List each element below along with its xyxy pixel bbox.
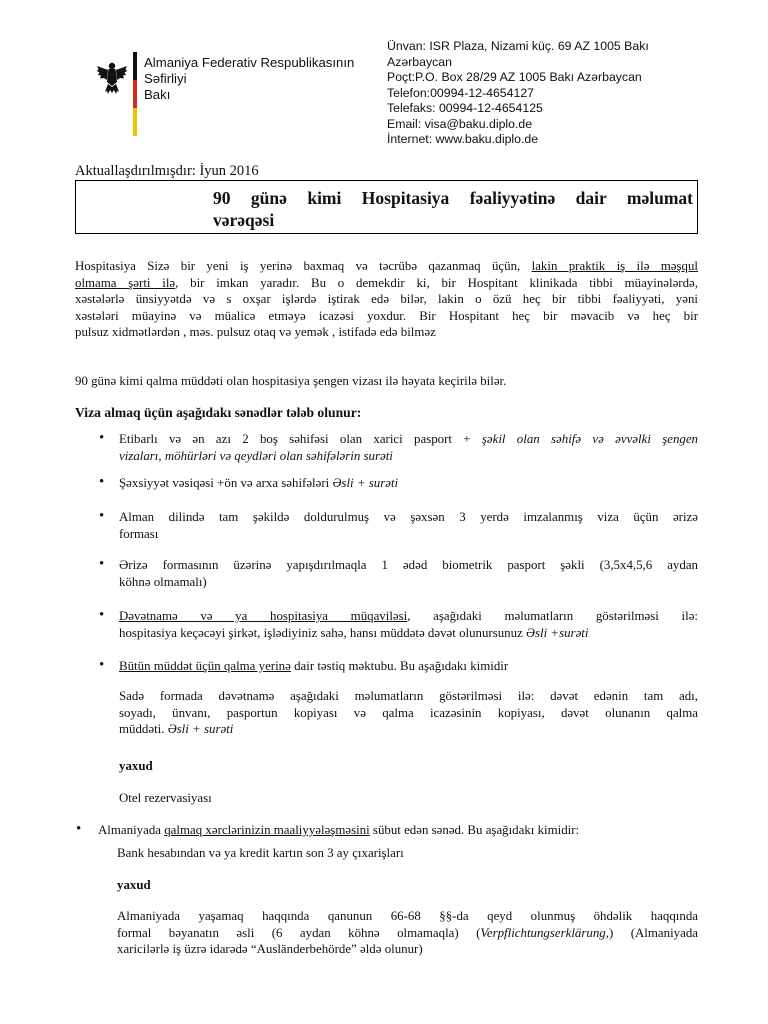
- intro-line: Hospitasiya Sizə bir yeni iş yerinə baxmaq və təcrübə qazanmaq üçün, lakin praktik iş ilə məşqul: [75, 259, 698, 273]
- title-line: 90 günə kimi Hospitasiya fəaliyyətinə dair məlumat: [213, 188, 693, 208]
- bullet: •: [76, 821, 82, 837]
- list-item-passport: Etibarlı və ən azı 2 boş səhifəsi olan xarici pasport + şəkil olan səhifə və əvvəlki şengen vizaları, möhürləri və qeydləri olan səhifələrin surəti: [119, 432, 698, 463]
- bank-statement: Bank hesabından və ya kredit kartın son 3 ay çıxarişları: [117, 846, 404, 860]
- bullet: •: [99, 607, 105, 623]
- bullet: •: [99, 508, 105, 524]
- or-label: yaxud: [117, 878, 151, 892]
- address-block: [387, 39, 707, 148]
- bullet: •: [99, 430, 105, 446]
- bullet: •: [99, 474, 105, 490]
- address-line: Poçt:P.O. Box 28/29 AZ 1005 Bakı Azərbaycan: [387, 70, 642, 84]
- flag-stripe-red: [133, 80, 137, 108]
- embassy-line: Səfirliyi: [144, 71, 187, 86]
- phone-line: Telefon:00994-12-4654127: [387, 85, 535, 100]
- embassy-line: Bakı: [144, 87, 171, 102]
- page-title: [213, 187, 693, 231]
- intro-underlined: olmama şərti ilə: [75, 275, 176, 290]
- intro-underlined: lakin praktik iş ilə məşqul: [531, 259, 698, 273]
- intro-line: pulsuz xidmətlərdən , məs. pulsuz otaq və yemək , istifadə edə bilməz: [75, 325, 436, 340]
- fax-line: Telefaks: 00994-12-4654125: [387, 101, 543, 115]
- embassy-name: [144, 55, 354, 103]
- federal-eagle-icon: [96, 60, 128, 96]
- title-line: vərəqəsi: [213, 210, 275, 230]
- obligation-letter: Almaniyada yaşamaq haqqında qanunun 66-68 §§-da qeyd olunmuş öhdəlik haqqında formal bəyanatın əsli (6 aydan köhnə olmamaqla) (Verpflichtungserklärung,) (Almaniyada xaricilərlə iş üzrə idarədə “Ausländerbehörde” əldə olunur): [117, 909, 698, 957]
- accommodation-detail: Sadə formada dəvətnamə aşağıdaki məlumatların göstərilməsi ilə: dəvət edənin tam adı, soyadı, ünvanı, pasportun kopiyası və qalma icazəsinin kopiyası, dəvət olunanın qalma müddəti. Əsli + surəti: [119, 689, 698, 737]
- list-item-id-card: Şəxsiyyət vəsiqəsi +ön və arxa səhifələri Əsli + surəti: [119, 476, 399, 490]
- intro-line: xəstələri müayinə və müalicə etməyə icazəsi yoxdur. Bir Hospitant heç bir məvacib və heç bir: [75, 308, 698, 323]
- address-line: Azərbaycan: [387, 54, 452, 69]
- intro-line: xəstələrlə ünsiyyətdə və s oxşar işlərdə iştirak edə bilər, lakin o özü heç bir tibbi fəaliyyəti, yəni: [75, 292, 698, 307]
- list-item-financing: Almaniyada qalmaq xərclərinizin maaliyyələşməsini sübut edən sənəd. Bu aşağıdakı kimidir:: [98, 823, 580, 837]
- list-item-application-form: Alman dilində tam şəkildə doldurulmuş və şəxsən 3 yerdə imzalanmış viza üçün ərizə forması: [119, 510, 698, 541]
- bullet: •: [99, 556, 105, 572]
- requirements-heading: Viza almaq üçün aşağıdakı sənədlər tələb olunur:: [75, 405, 362, 420]
- website-line: İnternet: www.baku.diplo.de: [387, 132, 539, 146]
- hotel-reservation: Otel rezervasiyası: [119, 791, 212, 805]
- flag-stripe-black: [133, 52, 137, 80]
- intro-line: olmama şərti ilə, bir imkan yaradır. Bu o demekdir ki, bir Hospitant klinikada tibbi müayinələrdə,: [75, 275, 698, 290]
- list-item-invitation: Dəvətnamə və ya hospitasiya müqaviləsi, aşağıdaki məlumatların göstərilməsi ilə: hospitasiya keçəcəyi şirkət, işlədiyiniz sahə, hansı müddətə dəvət olunursunuz Əsli +surəti: [119, 609, 698, 640]
- embassy-line: Almaniya Federativ Respublikasının: [144, 55, 355, 70]
- visa-type-paragraph: 90 günə kimi qalma müddəti olan hospitasiya şengen vizası ilə həyata keçirilə bilər.: [75, 374, 507, 388]
- intro-paragraph: [75, 258, 698, 341]
- email-line: Email: visa@baku.diplo.de: [387, 116, 533, 131]
- flag-stripe-gold: [133, 108, 137, 136]
- address-line: Ünvan: ISR Plaza, Nizami küç. 69 AZ 1005 Bakı: [387, 39, 649, 53]
- title-box: [75, 180, 698, 234]
- list-item-accommodation: Bütün müddət üçün qalma yerinə dair təstiq məktubu. Bu aşağıdakı kimidir: [119, 659, 509, 673]
- or-label: yaxud: [119, 759, 153, 773]
- updated-date: Aktuallaşdırılmışdır: İyun 2016: [75, 163, 259, 179]
- german-flag-stripe: [133, 52, 137, 136]
- bullet: •: [99, 657, 105, 673]
- list-item-photo: Ərizə formasının üzərinə yapışdırılmaqla 1 ədəd biometrik pasport şəkli (3,5x4,5,6 aydan köhnə olmamalı): [119, 558, 698, 589]
